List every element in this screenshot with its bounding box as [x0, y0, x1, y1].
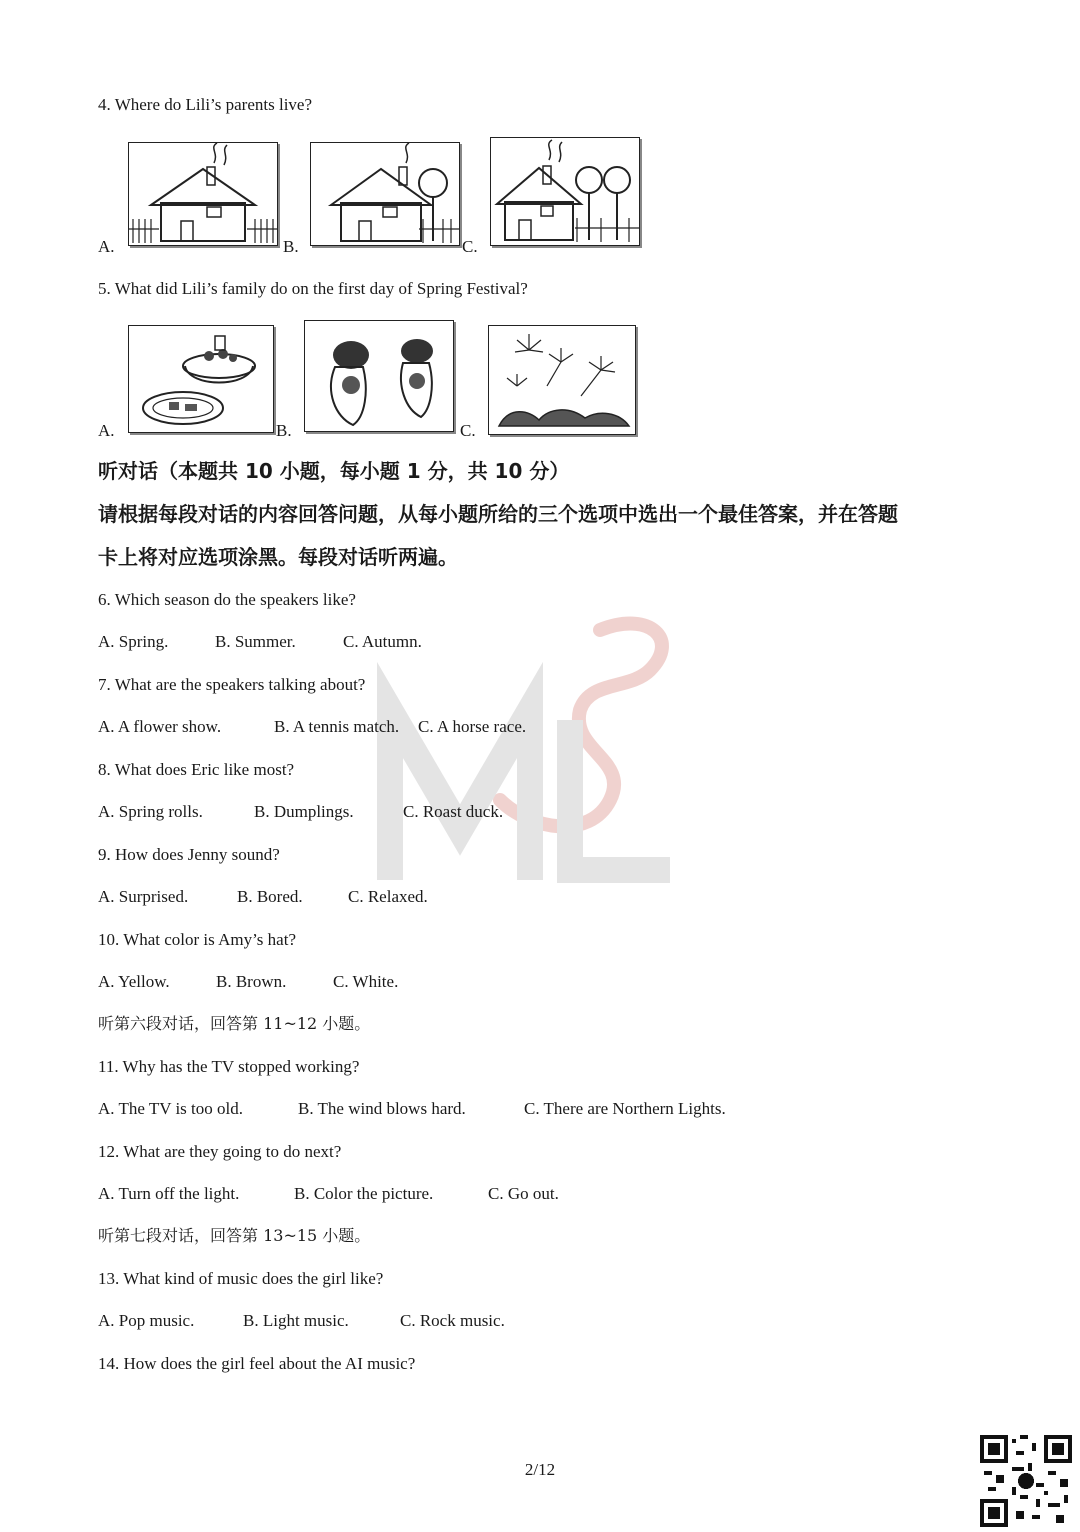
q9-option-c: C. Relaxed. — [348, 887, 428, 906]
q6-option-c: C. Autumn. — [343, 632, 422, 651]
question-14: 14. How does the girl feel about the AI music? — [98, 1354, 416, 1373]
section-instruction-line2: 卡上将对应选项涂黑。每段对话听两遍。 — [98, 545, 458, 569]
q6-option-a: A. Spring. — [98, 632, 169, 651]
question-6: 6. Which season do the speakers like? — [98, 590, 356, 609]
q8-option-a: A. Spring rolls. — [98, 802, 203, 821]
dialogue-7-note: 听第七段对话，回答第 13~15 小题。 — [98, 1226, 371, 1245]
question-7: 7. What are the speakers talking about? — [98, 675, 366, 694]
page-number: 2/12 — [524, 1460, 556, 1479]
section-instruction-line1: 请根据每段对话的内容回答问题，从每小题所给的三个选项中选出一个最佳答案，并在答题 — [98, 502, 898, 526]
q5-label-b: B. — [276, 421, 292, 440]
q10-option-c: C. White. — [333, 972, 399, 991]
q4-label-c: C. — [462, 237, 478, 256]
q11-option-a: A. The TV is too old. — [98, 1099, 243, 1118]
lion-dance-picture-b — [304, 320, 454, 432]
question-12: 12. What are they going to do next? — [98, 1142, 342, 1161]
question-11: 11. Why has the TV stopped working? — [98, 1057, 360, 1076]
q6-option-b: B. Summer. — [215, 632, 296, 651]
q13-option-c: C. Rock music. — [400, 1311, 505, 1330]
q8-option-c: C. Roast duck. — [403, 802, 504, 821]
q7-option-a: A. A flower show. — [98, 717, 222, 736]
q12-option-b: B. Color the picture. — [294, 1184, 434, 1203]
q10-option-b: B. Brown. — [216, 972, 287, 991]
q11-option-b: B. The wind blows hard. — [298, 1099, 466, 1118]
q11-option-c: C. There are Northern Lights. — [524, 1099, 726, 1118]
q13-option-a: A. Pop music. — [98, 1311, 195, 1330]
q7-option-c: C. A horse race. — [418, 717, 527, 736]
question-8: 8. What does Eric like most? — [98, 760, 295, 779]
q5-label-c: C. — [460, 421, 476, 440]
q5-label-a: A. — [98, 421, 115, 440]
food-picture-a — [128, 325, 274, 433]
q7-option-b: B. A tennis match. — [274, 717, 400, 736]
house-picture-a — [128, 142, 278, 246]
q12-option-a: A. Turn off the light. — [98, 1184, 240, 1203]
question-9: 9. How does Jenny sound? — [98, 845, 280, 864]
q9-option-a: A. Surprised. — [98, 887, 189, 906]
question-4: 4. Where do Lili’s parents live? — [98, 95, 313, 114]
question-10: 10. What color is Amy’s hat? — [98, 930, 296, 949]
q4-label-a: A. — [98, 237, 115, 256]
dialogue-6-note: 听第六段对话，回答第 11~12 小题。 — [98, 1014, 371, 1033]
question-13: 13. What kind of music does the girl like? — [98, 1269, 384, 1288]
q8-option-b: B. Dumplings. — [254, 802, 354, 821]
q9-option-b: B. Bored. — [237, 887, 303, 906]
house-picture-b — [310, 142, 460, 246]
q10-option-a: A. Yellow. — [98, 972, 170, 991]
q4-label-b: B. — [283, 237, 299, 256]
qr-code-image — [980, 1435, 1072, 1527]
q13-option-b: B. Light music. — [243, 1311, 349, 1330]
q12-option-c: C. Go out. — [488, 1184, 559, 1203]
house-picture-c — [490, 137, 640, 246]
question-5: 5. What did Lili’s family do on the first day of Spring Festival? — [98, 279, 528, 298]
section-title: 听对话（本题共 10 小题，每小题 1 分，共 10 分） — [98, 459, 570, 483]
fireworks-picture-c — [488, 325, 636, 435]
